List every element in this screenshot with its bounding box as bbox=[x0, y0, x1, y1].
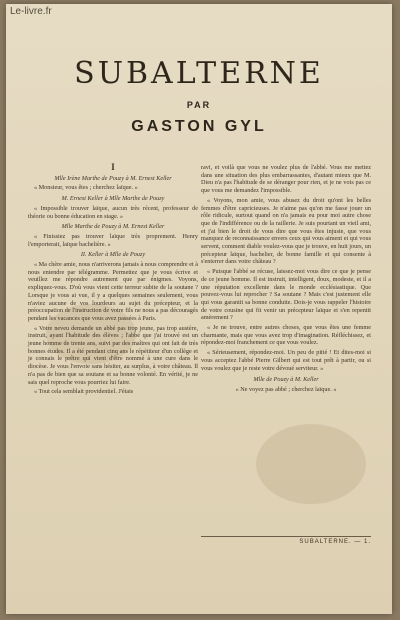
paragraph: « Puisque l'abbé se récuse, laissez-moi vous dire ce que je pense de ce jeune homme. Il est instruit, intelligent, doux, modeste, et il a une réputation excellente dans le monde ecclésiastique. Que pouvez-vous lui reprocher ? Sa soutane ? Mais c'est justement elle qui vous garantit sa bonne conduite. Dois-je vous rappeler l'histoire de votre cousine qui fit venir un précepteur laïque et s'en repentit amèrement ? bbox=[201, 268, 371, 322]
paragraph: « Monsieur, vous êtes ; cherchez laïque. » bbox=[34, 184, 138, 192]
page-footer: SUBALTERNE. — 1. bbox=[201, 536, 371, 545]
author-name: GASTON GYL bbox=[131, 118, 267, 135]
left-column bbox=[28, 164, 198, 398]
letter-heading: Mlle de Pouzy à M. Keller bbox=[253, 376, 319, 384]
watermark: Le-livre.fr bbox=[10, 6, 52, 17]
letter-heading: II. Keller à Mlle de Pouzy bbox=[80, 251, 146, 259]
letter-heading: Mlle Marthe de Pouzy à M. Ernest Keller bbox=[61, 223, 165, 231]
paragraph: « Je ne trouve, entre autres choses, que vous êtes une femme charmante, mais que vous avez trop d'imagination. Réfléchissez, et répondez-moi franchement ce que vous voulez. bbox=[201, 324, 371, 347]
paper-stain bbox=[256, 424, 366, 504]
document-page bbox=[6, 4, 392, 614]
chapter-numeral: I bbox=[111, 162, 115, 172]
paragraph: « Tout cela semblait providentiel. J'étais bbox=[34, 388, 134, 396]
paragraph: « Voyons, mon amie, vous abusez du droit qu'ont les belles femmes d'être capricieuses. Je n'aime pas qu'on me fasse jouer un rôle ridicule, surtout quand on n'a jamais eu pour moi autre chose que de l'indifférence ou de la raillerie. Je suis pourtant un vieil ami, et j'ai bien le droit de vous dire que vous êtes injuste, que vous manquez de reconnaissance envers ceux qui vous aiment et qui vous servent, comment diable voulez-vous que je trouve, en huit jours, un précepteur laïque, bachelier, de bonne famille et qui consente à s'enterrer dans votre château ? bbox=[201, 196, 371, 266]
paragraph: « Impossible trouver laïque, aucun très récent, professeur de théorie ou bonne éducation en stage. » bbox=[28, 204, 198, 220]
paragraph: ravi, et voilà que vous ne voulez plus de l'abbé. Vous me mettez dans une situation des plus embarrassantes, d'autant mieux que M. Dieu n'a pas l'habitude de se déranger pour rien, et je ne vois pas ce que vous me demandez l'impossible. bbox=[201, 164, 371, 195]
closing-line: « Ne voyez pas abbé ; cherchez laïque. » bbox=[235, 385, 337, 393]
byline: PAR bbox=[186, 100, 212, 110]
right-column bbox=[201, 164, 371, 394]
letter-heading: Mlle Irène Marthe de Pouzy à M. Ernest Keller bbox=[54, 174, 172, 182]
letter-heading: M. Ernest Keller à Mlle Marthe de Pouzy bbox=[61, 195, 165, 203]
paragraph: « Finissiez pas trouver laïque très proprement. Henry l'emporterait, laïque bachelière. » bbox=[28, 232, 198, 248]
paragraph: « Sérieusement, répondez-moi. Un peu de pitié ! Et dites-moi si vous acceptez l'abbé Pierre Gilbert qui est tout prêt à partir, ou si vous voulez que je reste votre dévoué serviteur. » bbox=[201, 349, 371, 372]
paragraph: « Ma chère amie, nous n'arriverons jamais à nous comprendre et à nous entendre par télégramme. Permettez que je vous écrive et veuillez me répondre autrement que par énigmes. Voyons, expliquez-vous. D'où vous vient cette terreur subite de la soutane ? Lorsque je vous ai vue, il y a quelques semaines seulement, vous n'aviez aucune de vos lourdeurs au sujet du précepteur, et la préoccupation de l'instruction de votre fils ne nous a pas découragés pendant les vacances que vous avez passées à Paris. bbox=[28, 261, 198, 322]
paragraph: « Votre neveu demande un abbé pas trop jeune, pas trop austère, instruit, ayant l'habitude des élèves ; l'abbé que j'ai trouvé est un jeune homme de trente ans, suivi par des maîtres qui ont fait de très bonnes études. Il a été pendant cinq ans le répétiteur d'un collège et je connais le prêtre qui vient d'être nommé à une cure dans le diocèse. Je vous l'envoie sans hésiter, au surplus, à votre château. Il n'a pas de bien que sa soutane et sa bonne volonté. En vérité, je ne sais quel reproche vous pourriez lui faire. bbox=[28, 324, 198, 386]
page-title: SUBALTERNE bbox=[74, 56, 324, 91]
